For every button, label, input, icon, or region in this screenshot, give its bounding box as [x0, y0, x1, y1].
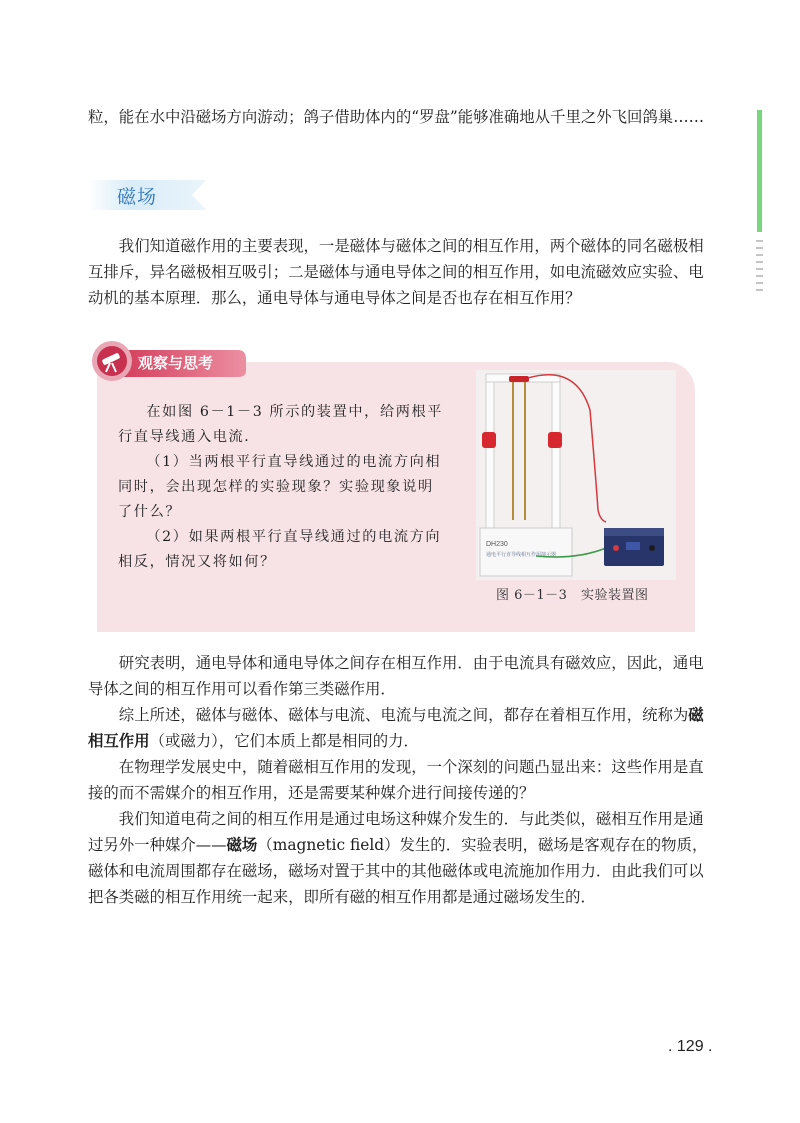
body-paragraph-2-before: 综上所述，磁体与磁体、磁体与电流、电流与电流之间，都存在着相互作用，统称为	[118, 706, 689, 724]
term-magnetic-interaction: 磁相互作用	[88, 706, 704, 750]
body-paragraph-2	[88, 702, 710, 754]
observe-question-2: （2）如果两根平行直导线通过的电流方向相反，情况又将如何？	[118, 529, 442, 570]
body-paragraph-4-before: 我们知道电荷之间的相互作用是通过电场这种媒介发生的．与此类似，磁相互作用是通过另外一种媒介——	[88, 810, 704, 854]
body-paragraph-3: 在物理学发展史中，随着磁相互作用的发现，一个深刻的问题凸显出来：这些作用是直接的而不需媒介的相互作用，还是需要某种媒介进行间接传递的？	[88, 758, 704, 802]
chapter-color-bar	[757, 110, 762, 232]
body-paragraph-4-after: （magnetic field）发生的．实验表明，磁场是客观存在的物质，磁体和电流周围都存在磁场，磁场对置于其中的其他磁体或电流施加作用力．由此我们可以把各类磁的相互作用统一起来，即所有磁的相互作用都是通过磁场发生的．	[88, 836, 708, 906]
observe-title: 观察与思考	[138, 354, 214, 372]
observe-intro: 在如图 6－1－3 所示的装置中，给两根平行直导线通入电流．	[118, 404, 444, 445]
intro-paragraph: 我们知道磁作用的主要表现，一是磁体与磁体之间的相互作用，两个磁体的同名磁极相互排斥，异名磁极相互吸引；二是磁体与通电导体之间的相互作用，如电流磁效应实验、电动机的基本原理．那么，通电导体与通电导体之间是否也存在相互作用？	[88, 237, 704, 307]
body-paragraph-2-after: （或磁力），它们本质上都是相同的力．	[149, 732, 419, 750]
section-heading: 磁场	[117, 186, 158, 208]
figure-label: DH230	[486, 541, 508, 548]
term-magnetic-field: 磁场	[226, 836, 258, 854]
page-number: . 129 .	[668, 1038, 713, 1055]
top-paragraph: 粒，能在水中沿磁场方向游动；鸽子借助体内的“罗盘”能够准确地从千里之外飞回鸽巢……	[88, 108, 704, 126]
chapter-side-tag	[756, 240, 766, 330]
body-paragraph-4	[88, 806, 710, 910]
body-paragraph-1: 研究表明，通电导体和通电导体之间存在相互作用．由于电流具有磁效应，因此，通电导体之间的相互作用可以看作第三类磁作用．	[88, 654, 704, 698]
apparatus-figure	[476, 370, 676, 580]
power-supply	[604, 528, 664, 566]
figure-sublabel: 通电平行直导线相互作用演示器	[486, 552, 557, 558]
observe-question-1: （1）当两根平行直导线通过的电流方向相同时，会出现怎样的实验现象？实验现象说明了什么？	[118, 454, 442, 520]
figure-caption: 图 6－1－3 实验装置图	[496, 588, 649, 603]
